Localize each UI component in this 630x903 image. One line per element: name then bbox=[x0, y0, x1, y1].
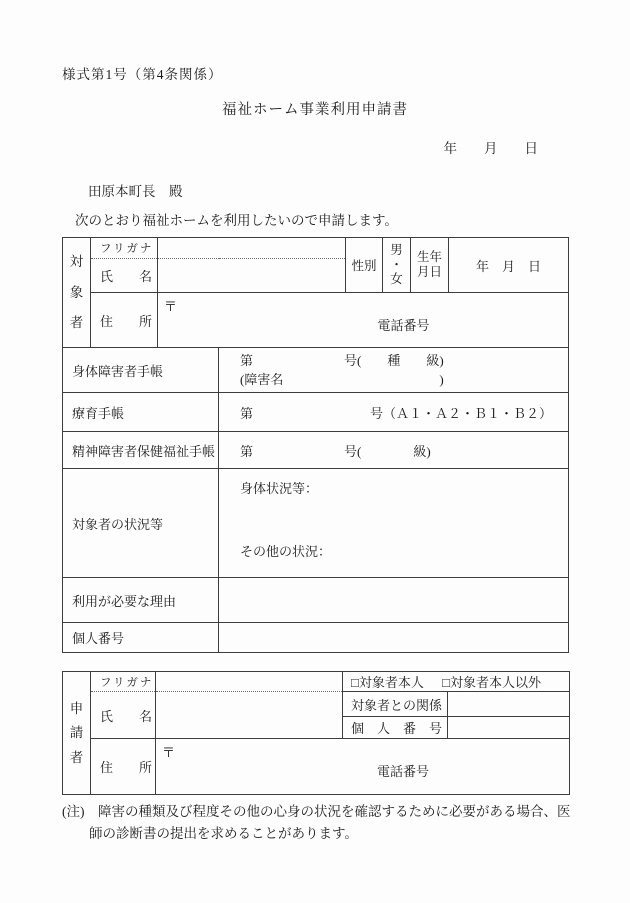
applicant-personal-number-field[interactable] bbox=[448, 717, 570, 739]
reason-label: 利用が必要な理由 bbox=[63, 578, 219, 623]
applicant-address-field[interactable] bbox=[156, 739, 570, 795]
subject-birthdate-label: 生年 月日 bbox=[411, 238, 449, 293]
postal-mark: 〒 bbox=[162, 745, 176, 760]
subject-name-field[interactable] bbox=[158, 259, 346, 293]
subject-personal-number-label: 個人番号 bbox=[63, 623, 219, 653]
applicant-group-label: 申 請 者 bbox=[63, 672, 91, 795]
subject-personal-number-field[interactable] bbox=[219, 623, 569, 653]
applicant-type-checkboxes bbox=[343, 672, 570, 692]
mental-handbook-label: 精神障害者保健福祉手帳 bbox=[63, 432, 219, 469]
postal-mark: 〒 bbox=[164, 299, 178, 314]
physical-handbook-field[interactable]: 第 号( 種 級) (障害名 ) bbox=[219, 348, 569, 393]
applicant-furigana-label: フリガナ bbox=[91, 672, 156, 692]
subject-gender-options[interactable]: 男 ・ 女 bbox=[383, 238, 411, 293]
applicant-address-label: 住 所 bbox=[91, 739, 156, 795]
subject-furigana-label: フリガナ bbox=[91, 238, 158, 259]
relation-field[interactable] bbox=[448, 692, 570, 717]
reason-field[interactable] bbox=[219, 578, 569, 623]
condition-label: 対象者の状況等 bbox=[63, 469, 219, 578]
addressee: 田原本町長 殿 bbox=[88, 184, 183, 199]
subject-gender-label: 性別 bbox=[346, 238, 383, 293]
rehab-handbook-field[interactable]: 第 号（Ａ１・Ａ２・Ｂ１・Ｂ２） bbox=[219, 393, 569, 432]
subject-group-label: 対 象 者 bbox=[63, 238, 91, 348]
applicant-personal-number-label: 個 人 番 号 bbox=[343, 717, 448, 739]
applicant-name-label: 氏 名 bbox=[91, 692, 156, 739]
date-line: 年 月 日 bbox=[443, 141, 538, 156]
applicant-phone-label: 電話番号 bbox=[376, 764, 429, 779]
subject-name-label: 氏 名 bbox=[91, 259, 158, 293]
subject-furigana-field[interactable] bbox=[158, 238, 346, 259]
subject-address-field[interactable] bbox=[158, 293, 569, 348]
page-title: 福祉ホーム事業利用申請書 bbox=[222, 102, 408, 118]
subject-address-label: 住 所 bbox=[91, 293, 158, 348]
checkbox-other-than-self[interactable]: □対象者本人以外 bbox=[442, 675, 541, 690]
applicant-table bbox=[62, 671, 570, 795]
mental-handbook-field[interactable]: 第 号( 級) bbox=[219, 432, 569, 469]
subject-birthdate-field[interactable]: 年 月 日 bbox=[449, 238, 569, 293]
intro-sentence: 次のとおり福祉ホームを利用したいので申請します。 bbox=[75, 213, 398, 228]
relation-label: 対象者との関係 bbox=[343, 692, 448, 717]
form-number: 様式第1号（第4条関係） bbox=[62, 67, 223, 82]
checkbox-subject-self[interactable]: □対象者本人 bbox=[351, 675, 424, 690]
subject-phone-label: 電話番号 bbox=[377, 318, 430, 333]
condition-field[interactable]: 身体状況等： その他の状況： bbox=[219, 469, 569, 578]
applicant-furigana-field[interactable] bbox=[156, 672, 343, 692]
subject-table bbox=[62, 237, 569, 653]
applicant-name-field[interactable] bbox=[156, 692, 343, 739]
footnote: (注) 障害の種類及び程度その他の心身の状況を確認するために必要がある場合、医 師の診断書の提出を求めることがあります。 bbox=[62, 804, 571, 841]
rehab-handbook-label: 療育手帳 bbox=[63, 393, 219, 432]
physical-handbook-label: 身体障害者手帳 bbox=[63, 348, 219, 393]
